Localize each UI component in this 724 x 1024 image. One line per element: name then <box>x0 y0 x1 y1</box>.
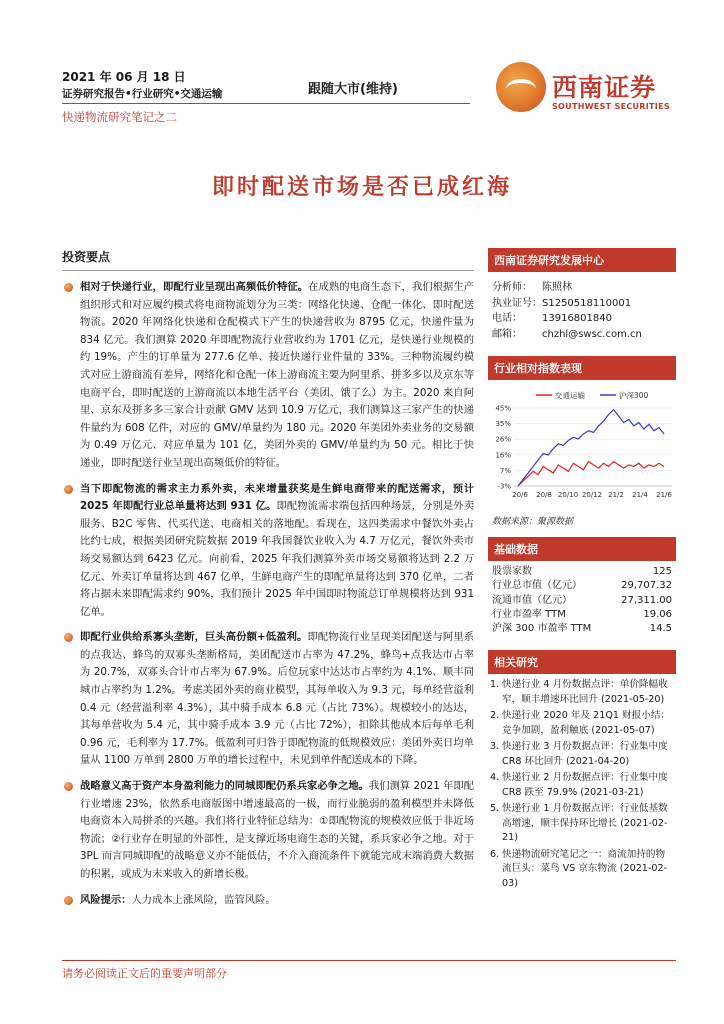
row-value: 19.06 <box>643 608 672 620</box>
related-research-list <box>488 674 676 891</box>
y-tick-label: 26% <box>495 435 511 444</box>
row-label: 行业市盈率 TTM <box>492 608 566 620</box>
bullet-lead: 战略意义高于资产本身盈利能力的同城即配仍系兵家必争之地。 <box>80 780 369 793</box>
phone-label: 电话： <box>492 313 522 324</box>
report-header <box>0 0 724 150</box>
x-tick-label: 21/4 <box>632 491 648 499</box>
bullet-body: 在成熟的电商生态下，我们根据生产组织形式和对应履约模式将电商物流划分为三类：网络化快递、仓配一体化、即时配送物流。2020 年网络化快递和仓配模式下产生的快递营收为 8795 亿元，快递件量为 834 亿元。我们测算 2020 年即配物流行业营收约为 1701 亿元，是快递行业规模的约 19%。产生的订单量为 277.6 亿单、接近快递行业件量的 33%。三种物流履约模式对应上游商流有差异，网络化和仓配一体上游商流主要为阿里系、拼多多以及京东等电商平台，即时配送的上游商流以本地生活平台（美团、饿了么）为主。2020 来自阿里、京东及拼多多三家合计贡献 GMV 达到 10.9 万亿元，我们测算这三家产生的快递件量约为 608 亿件，对应的 GMV/单量约为 180 元。2020 年美团外卖业务的交易额为 0.49 万亿元、对应单量为 101 亿，美团外卖的 GMV/单量约为 50 元。相比于快递业，即时配送行业呈现出高频低价的特征。 <box>80 281 475 469</box>
logo-chinese-name: 西南证券 <box>552 73 657 102</box>
relative-index-chart-svg <box>488 386 676 504</box>
y-tick-label: 45% <box>495 404 511 413</box>
summary-bullet <box>62 629 474 770</box>
item-title: 快递物流研究笔记之一：商流加持的物流巨头：菜鸟 VS 京东物流 (2021-02-03) <box>502 848 668 889</box>
bullet-icon <box>64 782 73 791</box>
email-link[interactable]: chzhl@swsc.com.cn <box>542 328 642 340</box>
x-tick-label: 21/2 <box>608 491 624 499</box>
table-row <box>492 579 672 593</box>
x-tick-label: 20/8 <box>536 491 552 499</box>
legend-label: 交通运输 <box>555 391 585 400</box>
analyst-label: 分析师： <box>492 282 532 293</box>
relative-index-chart <box>488 380 676 506</box>
summary-bullet <box>62 279 474 473</box>
bullet-lead: 即配行业供给系寡头垄断，巨头高份额+低盈利。 <box>80 631 308 644</box>
table-row <box>492 565 672 579</box>
table-row <box>492 594 672 608</box>
bullet-lead: 相对于快递行业，即配行业呈现出高频低价特征。 <box>80 281 309 293</box>
item-number: 5. <box>490 803 500 815</box>
chart-source: 数据来源：聚源数据 <box>492 517 574 527</box>
report-date: 2021 年 06 月 18 日 <box>62 70 186 84</box>
row-label: 流通市值（亿元） <box>492 594 572 606</box>
basic-data-table <box>488 561 676 650</box>
bullet-body: 我们测算 2021 年即配行业增速 23%，依然系电商版图中增速最高的一极，而行业脆弱的盈利模型并未降低电商资本入局拼杀的兴趣。我们将行业特征总结为：①即配物流的规模效应低于非近场物流；②行业存在明显的外部性，是支撑近场电商生态的关键，系兵家必争之地。对于 3PL 而言同城即配的战略意义亦不能低估，不介入商流条件下就能完成末端消费大数据的积累，或成为未来收入的新增长极。 <box>80 780 474 880</box>
y-tick-label: 7% <box>499 466 511 475</box>
license-number: S1250518110001 <box>542 297 632 309</box>
y-tick-label: 35% <box>495 420 511 429</box>
item-title: 快递行业 1 月份数据点评：行业低基数高增速，顺丰保持环比增长 (2021-02-21) <box>502 803 668 844</box>
bullet-icon <box>64 283 73 292</box>
footer-disclaimer[interactable]: 请务必阅读正文后的重要声明部分 <box>62 967 227 980</box>
analyst-name: 陈照林 <box>542 282 572 293</box>
industry-rating: 跟随大市(维持) <box>308 82 398 97</box>
series-line <box>518 462 664 486</box>
bullet-icon <box>64 633 73 642</box>
row-label: 股票家数 <box>492 566 532 577</box>
license-label: 执业证号： <box>492 297 542 309</box>
company-logo <box>496 62 676 120</box>
summary-bullet <box>62 892 474 910</box>
item-title: 快递行业 3 月份数据点评：行业集中度 CR8 环比回升 (2021-04-20) <box>502 741 668 767</box>
research-center-bar: 西南证券研究发展中心 <box>488 248 676 272</box>
x-tick-label: 20/12 <box>581 491 603 499</box>
item-title: 快递行业 4 月份数据点评：单价降幅收窄，顺丰增速环比回升 (2021-05-20) <box>502 679 668 705</box>
table-row <box>492 622 672 636</box>
list-item[interactable] <box>490 771 674 800</box>
row-value: 125 <box>652 566 672 577</box>
list-item[interactable] <box>490 848 674 892</box>
y-tick-label: 16% <box>495 451 511 460</box>
bullet-body: 即配物流行业呈现美团配送与阿里系的点我达、蜂鸟的双寡头垄断格局，美团配送市占率为 47.2%，蜂鸟+点我达市占率为 20.7%，双寡头合计市占率为 67.9%。后位玩家中达达市占率约为 4.1%、顺丰同城市占率约为 1.2%。考虑美团外卖的商业模型，其每单收入为 9.3 元，每单经营溢利 0.4 元（经营溢利率 4.3%），其中骑手成本 6.8 元（占比 73%）。规模较小的达达，其每单营收为 5.4 元，其中骑手成本 3.9 元（占比 72%），扣除其他成本后每单毛利 0.96 元，毛利率为 17.7%。低盈利可归咎于即配物流的低规模效应：美团外卖日均单量从 1100 万单到 2800 万单的增长过程中，未见到单件配送成本的下降。 <box>80 631 474 767</box>
summary-bullet <box>62 778 474 884</box>
row-value: 27,311.00 <box>621 594 672 606</box>
footer-divider <box>62 960 676 961</box>
analyst-info <box>488 272 676 356</box>
row-label: 沪深 300 市盈率 TTM <box>492 623 592 635</box>
list-item[interactable] <box>490 709 674 738</box>
item-number: 2. <box>490 710 500 722</box>
item-title: 快递行业 2 月份数据点评：行业集中度 CR8 跌至 79.9% (2021-03-21) <box>502 772 668 798</box>
row-label: 行业总市值（亿元） <box>492 580 582 592</box>
list-item[interactable] <box>490 802 674 846</box>
item-number: 6. <box>490 848 500 860</box>
summary-heading: 投资要点 <box>62 248 474 271</box>
y-tick-label: -3% <box>497 482 511 491</box>
header-divider <box>62 103 470 104</box>
list-item[interactable] <box>490 740 674 769</box>
row-value: 29,707.32 <box>621 580 672 592</box>
item-title: 快递行业 2020 年及 21Q1 财报小结：竞争加剧，盈利触底 (2021-05-07) <box>502 710 671 736</box>
row-value: 14.5 <box>649 623 672 635</box>
logo-english-name: SOUTHWEST SECURITIES <box>552 102 670 111</box>
logo-mark-icon <box>496 62 546 112</box>
bullet-lead: 当下即配物流的需求主力系外卖，未来增量获奖是生鲜电商带来的配送需求，预计 2025 年即配行业总单量将达到 931 亿。 <box>80 482 474 513</box>
email-label: 邮箱： <box>492 328 522 340</box>
summary-bullet <box>62 481 474 622</box>
related-research-heading: 相关研究 <box>488 650 676 674</box>
series-line <box>518 410 664 486</box>
phone-number: 13916801840 <box>542 313 612 324</box>
report-series: 快递物流研究笔记之二 <box>62 110 177 124</box>
chart-heading: 行业相对指数表现 <box>488 356 676 380</box>
item-number: 4. <box>490 772 500 784</box>
bullet-body: 即配物流需求端包括四种场景，分别是外卖服务、B2C 零售、代买代送、电商相关的落地配。看现在，这四类需求中餐饮外卖占比约七成，根据美团研究院数据 2019 年我国餐饮业收入为 4.7 万亿元，餐饮外卖市场交易额达到 6423 亿元。向前看，2025 年我们测算外卖市场交易额将达到 2.2 万亿元、外卖订单量将达到 467 亿单，生鲜电商产生的即配单量将达到 370 亿单，二者将占据未来即配需求约 90%，我们预计 2025 年中国即时物流总订单规模将达到 931 亿单。 <box>80 500 475 618</box>
x-tick-label: 20/6 <box>512 491 528 499</box>
item-number: 1. <box>490 679 500 691</box>
bullet-body: 人力成本上涨风险，监管风险。 <box>131 893 276 906</box>
report-title: 即时配送市场是否已成红海 <box>211 174 512 200</box>
bullet-icon <box>64 485 73 494</box>
x-tick-label: 21/6 <box>656 491 672 499</box>
bullet-icon <box>64 896 73 905</box>
item-number: 3. <box>490 741 500 753</box>
basic-data-heading: 基础数据 <box>488 537 676 561</box>
legend-label: 沪深300 <box>619 391 649 400</box>
sidebar <box>488 248 676 893</box>
bullet-lead: 风险提示： <box>80 893 132 906</box>
x-tick-label: 20/10 <box>557 491 579 499</box>
investment-summary <box>62 248 474 917</box>
table-row <box>492 608 672 622</box>
report-category: 证券研究报告•行业研究•交通运输 <box>62 88 223 100</box>
list-item[interactable] <box>490 678 674 707</box>
